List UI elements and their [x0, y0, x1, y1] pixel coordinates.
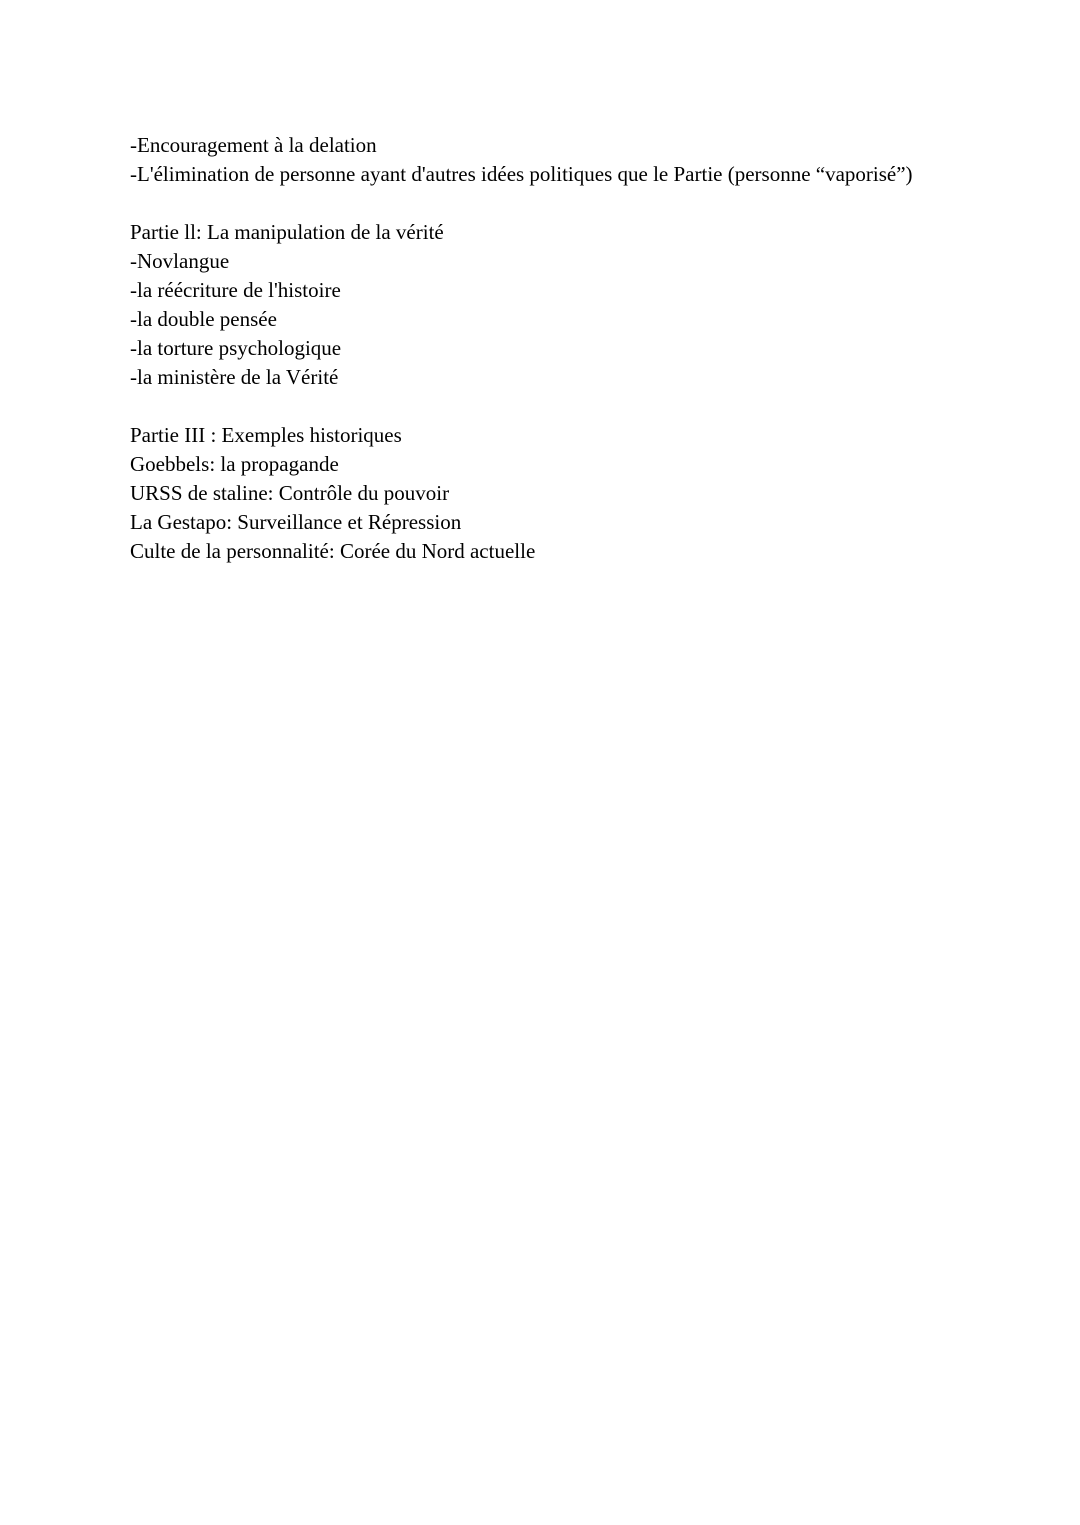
document-content	[130, 131, 1020, 566]
text-line: -Encouragement à la delation	[130, 133, 377, 157]
text-line: -Novlangue	[130, 249, 230, 273]
text-line: -la ministère de la Vérité	[130, 365, 339, 389]
text-line: Culte de la personnalité: Corée du Nord actuelle	[130, 539, 536, 563]
section-heading-partie-3: Partie III : Exemples historiques	[130, 423, 402, 447]
text-line: URSS de staline: Contrôle du pouvoir	[130, 481, 450, 505]
blank-line-spacer	[130, 392, 1020, 421]
text-line: -la torture psychologique	[130, 336, 342, 360]
section-heading-partie-2: Partie ll: La manipulation de la vérité	[130, 220, 444, 244]
text-line: Goebbels: la propagande	[130, 452, 339, 476]
text-line: -la réécriture de l'histoire	[130, 278, 341, 302]
text-line: -la double pensée	[130, 307, 277, 331]
text-line: -L'élimination de personne ayant d'autres idées politiques que le Partie (personne “vaporisé”)	[130, 162, 913, 186]
blank-line-spacer	[130, 189, 1020, 218]
text-line: La Gestapo: Surveillance et Répression	[130, 510, 462, 534]
